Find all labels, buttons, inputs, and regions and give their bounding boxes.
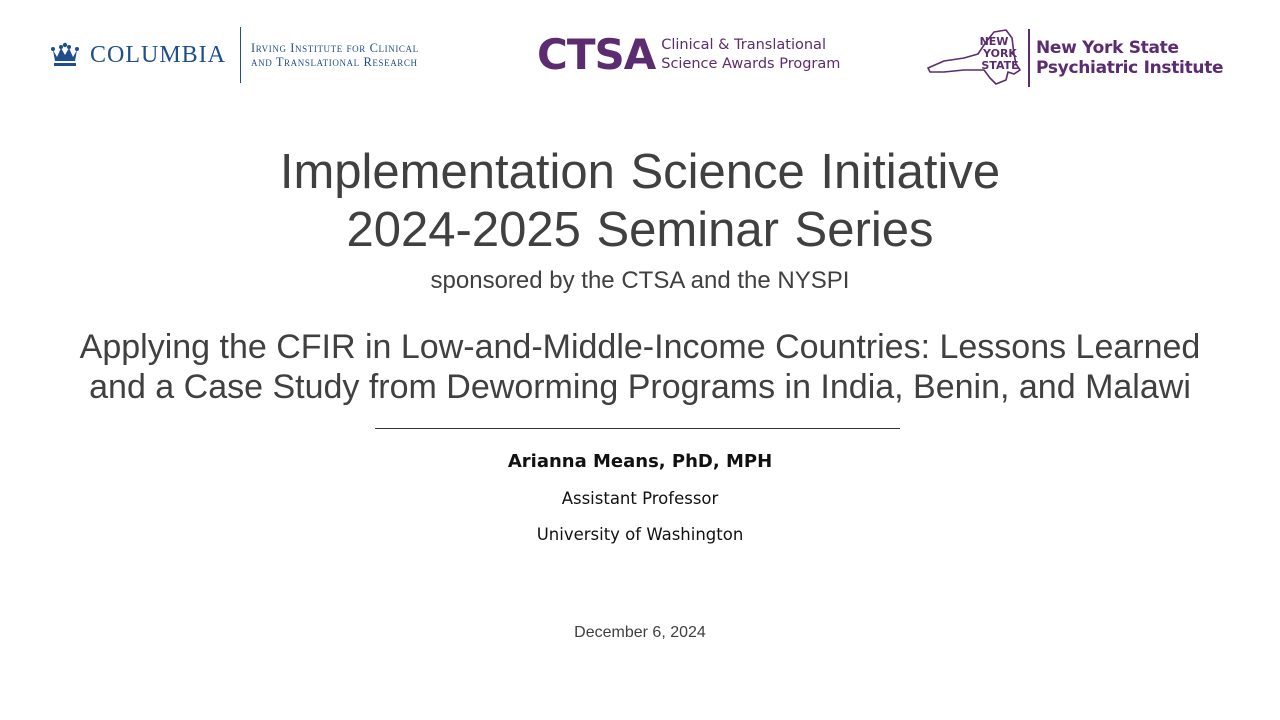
nyspi-name bbox=[1036, 38, 1223, 78]
title-divider bbox=[375, 428, 900, 429]
map-label-york: YORK bbox=[983, 47, 1017, 60]
nyspi-logo bbox=[926, 28, 1223, 88]
sponsor-line: sponsored by the CTSA and the NYSPI bbox=[430, 267, 850, 294]
talk-title-line-2: and a Case Study from Deworming Programs in India, Benin, and Malawi bbox=[89, 368, 1191, 406]
map-label-state: STATE bbox=[981, 59, 1019, 72]
talk-title-line-1: Applying the CFIR in Low-and-Middle-Income Countries: Lessons Learned bbox=[79, 328, 1201, 366]
logo-divider bbox=[1028, 29, 1030, 87]
irving-institute-name bbox=[251, 41, 419, 69]
ctsa-logo bbox=[537, 30, 841, 79]
series-title-line-2: 2024-2025 Seminar Series bbox=[346, 203, 934, 257]
nyspi-line-2: Psychiatric Institute bbox=[1036, 58, 1224, 78]
columbia-irving-logo bbox=[50, 27, 419, 83]
ctsa-line-1: Clinical & Translational bbox=[661, 37, 826, 53]
logo-bar bbox=[0, 0, 1280, 100]
ctsa-program-name bbox=[661, 36, 840, 74]
ctsa-mark: CTSA bbox=[537, 30, 656, 79]
map-label-new: NEW bbox=[979, 35, 1009, 48]
speaker-organization: University of Washington bbox=[536, 525, 744, 544]
seminar-date: December 6, 2024 bbox=[574, 624, 706, 641]
new-york-state-map-icon bbox=[926, 28, 1026, 88]
nyspi-line-1: New York State bbox=[1036, 38, 1179, 58]
series-title-line-1: Implementation Science Initiative bbox=[279, 145, 1001, 199]
irving-line-1: Irving Institute for Clinical bbox=[251, 41, 419, 55]
speaker-name: Arianna Means, PhD, MPH bbox=[507, 451, 773, 472]
ctsa-line-2: Science Awards Program bbox=[661, 56, 841, 72]
crown-icon bbox=[50, 42, 80, 68]
speaker-role: Assistant Professor bbox=[561, 489, 719, 508]
logo-divider bbox=[240, 27, 241, 83]
columbia-wordmark: COLUMBIA bbox=[90, 41, 227, 68]
irving-line-2: and Translational Research bbox=[251, 55, 418, 69]
